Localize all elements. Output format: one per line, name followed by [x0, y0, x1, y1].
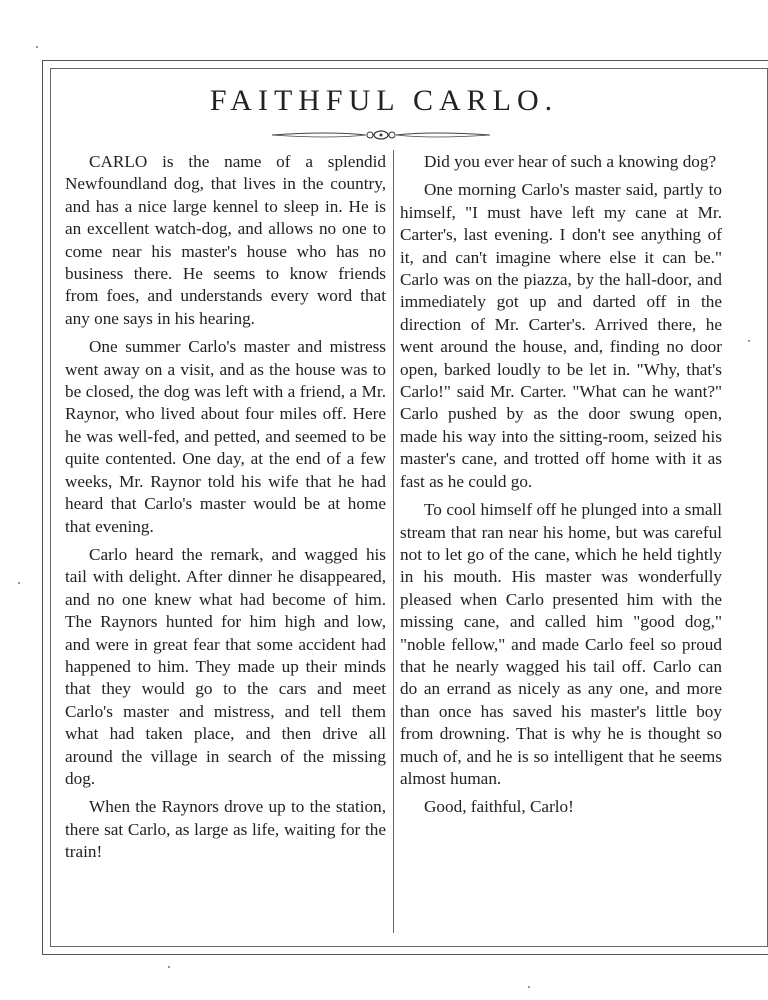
paragraph: To cool himself off he plunged into a small stream that ran near his home, but was careful not to let go of the cane, which he held tightly in his mouth. His master was wonderfully pleased when Carlo presented him with the missing cane, and called him "good dog," "noble fellow," and made Carlo feel so proud that he nearly wagged his tail off. Carlo can do an errand as nicely as any one, and more than once has saved his master's little boy from drowning. That is why he is thought so much of, and he is so intelligent that he seems almost human. [400, 500, 722, 788]
paragraph: Did you ever hear of such a knowing dog? [424, 152, 717, 171]
scan-speck [18, 582, 20, 584]
right-column [400, 151, 722, 825]
paragraph: CARLO is the name of a splendid Newfoundland dog, that lives in the country, and has a nice large kennel to sleep in. He is an excellent watch-dog, and allows no one to come near his master's house who has no business there. He seems to know friends from foes, and understands every word that any one says in his hearing. [65, 152, 386, 328]
scan-speck [36, 46, 38, 48]
article-title: FAITHFUL CARLO. [209, 84, 559, 117]
scan-speck [748, 340, 750, 342]
title-ornament [270, 128, 492, 142]
paragraph: When the Raynors drove up to the station, there sat Carlo, as large as life, waiting for the train! [65, 797, 386, 862]
column-divider [393, 150, 394, 933]
left-column [65, 151, 386, 870]
scan-speck [528, 986, 530, 988]
scan-speck [168, 966, 170, 968]
paragraph: One summer Carlo's master and mistress went away on a visit, and as the house was to be closed, the dog was left with a friend, a Mr. Raynor, who lived about four miles off. Here he was well-fed, and petted, and seemed to be quite contented. One day, at the end of a few weeks, Mr. Raynor told his wife that he had heard that Carlo's master would be at home that evening. [65, 337, 386, 536]
paragraph: Carlo heard the remark, and wagged his tail with delight. After dinner he disappeared, and no one knew what had become of him. The Raynors hunted for him high and low, and were in great fear that some accident had happened to him. They made up their minds that they would go to the cars and meet Carlo's master and mistress, and tell them what had taken place, and then drive all around the village in search of the missing dog. [65, 544, 386, 788]
paragraph: Good, faithful, Carlo! [424, 797, 574, 817]
paragraph: One morning Carlo's master said, partly to himself, "I must have left my cane at Mr. Carter's, last evening. I don't see anything of it, and can't imagine where else it can be." Carlo was on the piazza, by the hall-door, and immediately got up and darted off in the direction of Mr. Carter's. Arrived there, he went around the house, and, finding no door open, barked loudly to be let in. "Why, that's Carlo!" said Mr. Carter. "What can he want?" Carlo pushed by as the door swung open, made his way into the sitting-room, seized his master's cane, and trotted off home with it as fast as he could go. [400, 180, 722, 491]
